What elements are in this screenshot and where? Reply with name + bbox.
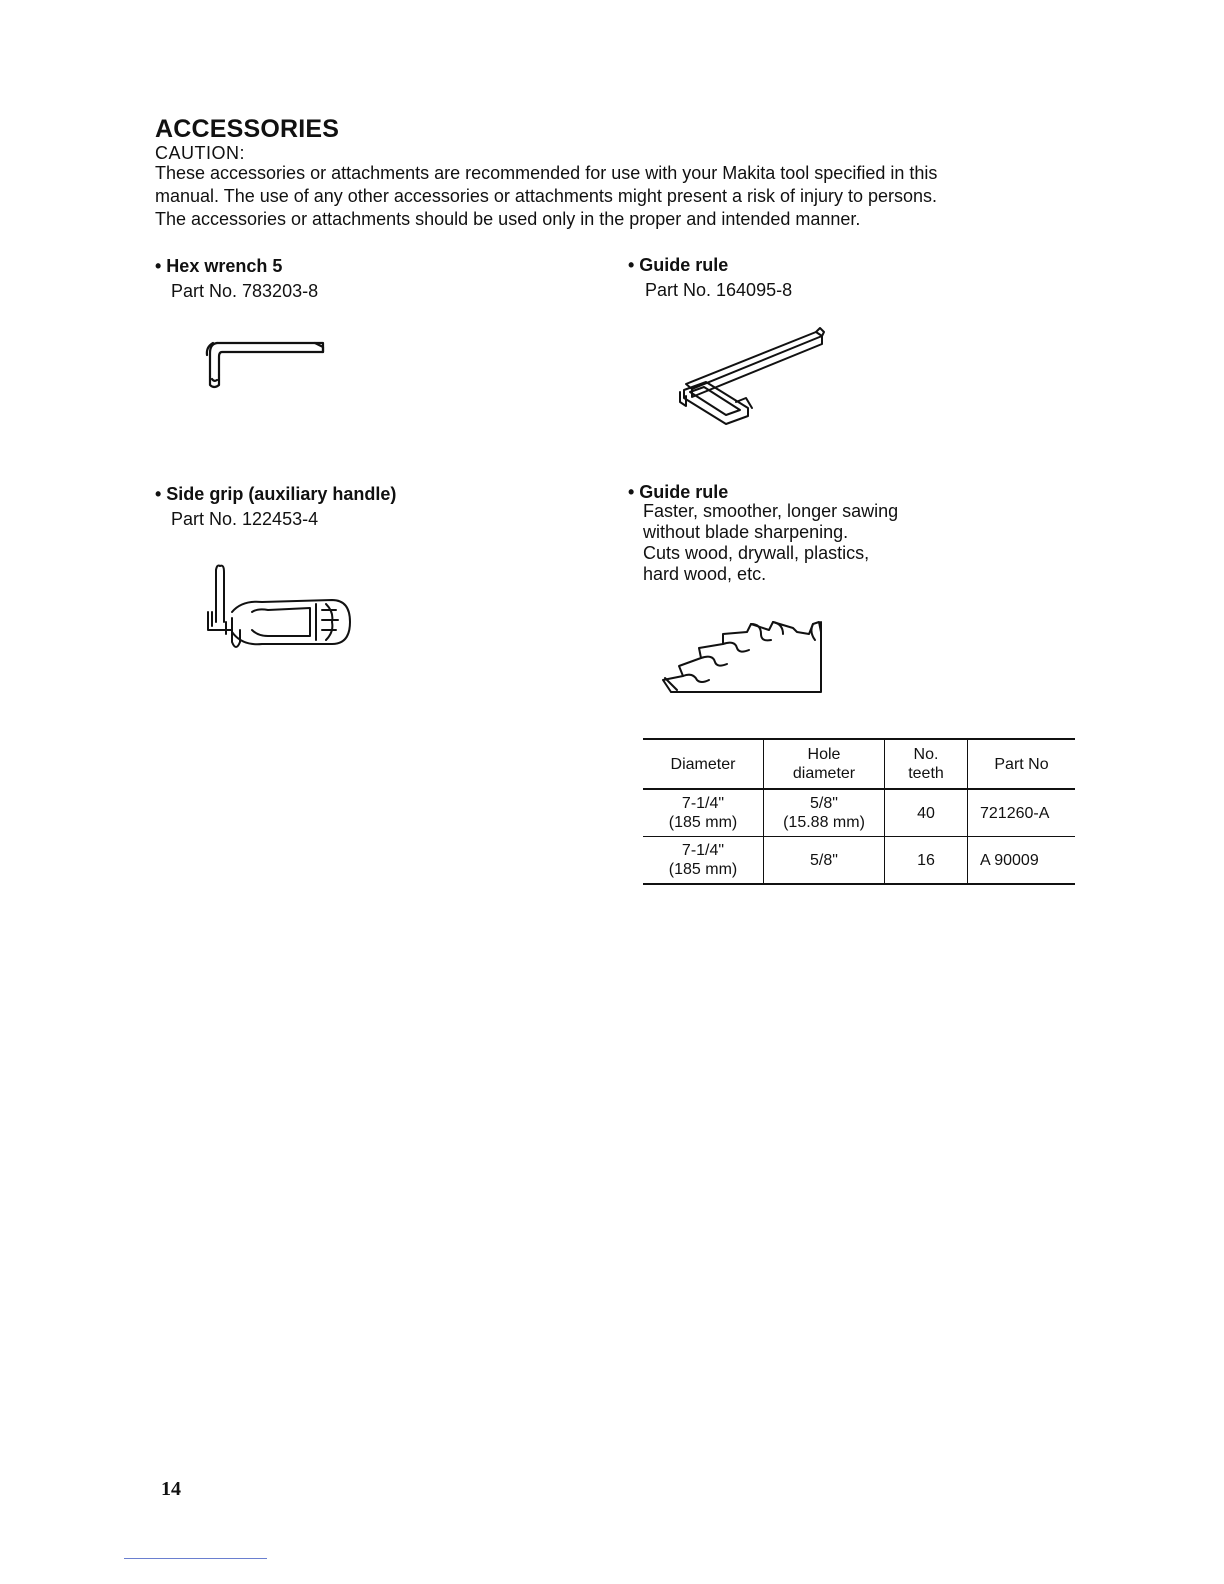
cell-line: A 90009 [980, 851, 1039, 869]
description-line: Cuts wood, drywall, plastics, [643, 543, 870, 563]
cell-hole-diameter [764, 789, 885, 837]
side-grip-icon [202, 560, 352, 655]
caution-line: manual. The use of any other accessories or attachments might present a risk of injury to persons. [155, 186, 938, 206]
cell-line: 7-1/4" [681, 842, 725, 859]
table-row [643, 789, 1075, 837]
cell-line: (185 mm) [668, 814, 738, 831]
header-line: teeth [908, 765, 944, 782]
cell-part-no [968, 837, 1076, 885]
cell-line: (15.88 mm) [783, 814, 865, 831]
saw-blade-icon [657, 618, 832, 698]
column-header-hole-diameter [764, 739, 885, 789]
hex-wrench-part-number: Part No. 783203-8 [171, 281, 319, 301]
bottom-divider [124, 1558, 267, 1559]
cell-line: (185 mm) [668, 861, 738, 878]
cell-line: 5/8" [810, 795, 838, 812]
caution-line: The accessories or attachments should be used only in the proper and intended manner. [155, 209, 861, 229]
cell-teeth [885, 789, 968, 837]
side-grip-title: • Side grip (auxiliary handle) [155, 484, 397, 504]
cell-part-no [968, 789, 1076, 837]
caution-label: CAUTION: [155, 143, 246, 163]
page-number: 14 [161, 1478, 181, 1500]
column-header-diameter [643, 739, 764, 789]
table-row [643, 837, 1075, 885]
cell-teeth [885, 837, 968, 885]
cell-line: 7-1/4" [681, 795, 725, 812]
column-header-part-no [968, 739, 1076, 789]
description-line: without blade sharpening. [643, 522, 849, 542]
header-line: Part No [994, 755, 1049, 773]
cell-line: 40 [917, 804, 935, 822]
header-line: Hole [807, 746, 841, 763]
cell-line: 5/8" [810, 851, 838, 869]
guide-rule-part-number: Part No. 164095-8 [645, 280, 793, 300]
header-line: diameter [792, 765, 856, 782]
header-line: Diameter [670, 755, 736, 773]
cell-hole-diameter [764, 837, 885, 885]
description-line: Faster, smoother, longer sawing [643, 501, 899, 521]
hex-wrench-icon [200, 335, 330, 395]
column-header-teeth [885, 739, 968, 789]
side-grip-part-number: Part No. 122453-4 [171, 509, 319, 529]
table-header-row [643, 739, 1075, 789]
hex-wrench-title: • Hex wrench 5 [155, 256, 283, 276]
cell-diameter [643, 837, 764, 885]
caution-line: These accessories or attachments are recommended for use with your Makita tool specified in this [155, 163, 938, 183]
caution-text [155, 162, 1085, 231]
cell-diameter [643, 789, 764, 837]
blade-spec-table [643, 738, 1075, 885]
description-line: hard wood, etc. [643, 564, 767, 584]
page-title: ACCESSORIES [155, 115, 340, 143]
saw-blade-description [643, 501, 898, 585]
guide-rule-title: • Guide rule [628, 255, 729, 275]
saw-blade-title: • Guide rule [628, 482, 729, 502]
cell-line: 16 [917, 851, 935, 869]
guide-rule-icon [676, 322, 836, 427]
header-line: No. [913, 746, 939, 763]
cell-line: 721260-A [980, 804, 1050, 822]
